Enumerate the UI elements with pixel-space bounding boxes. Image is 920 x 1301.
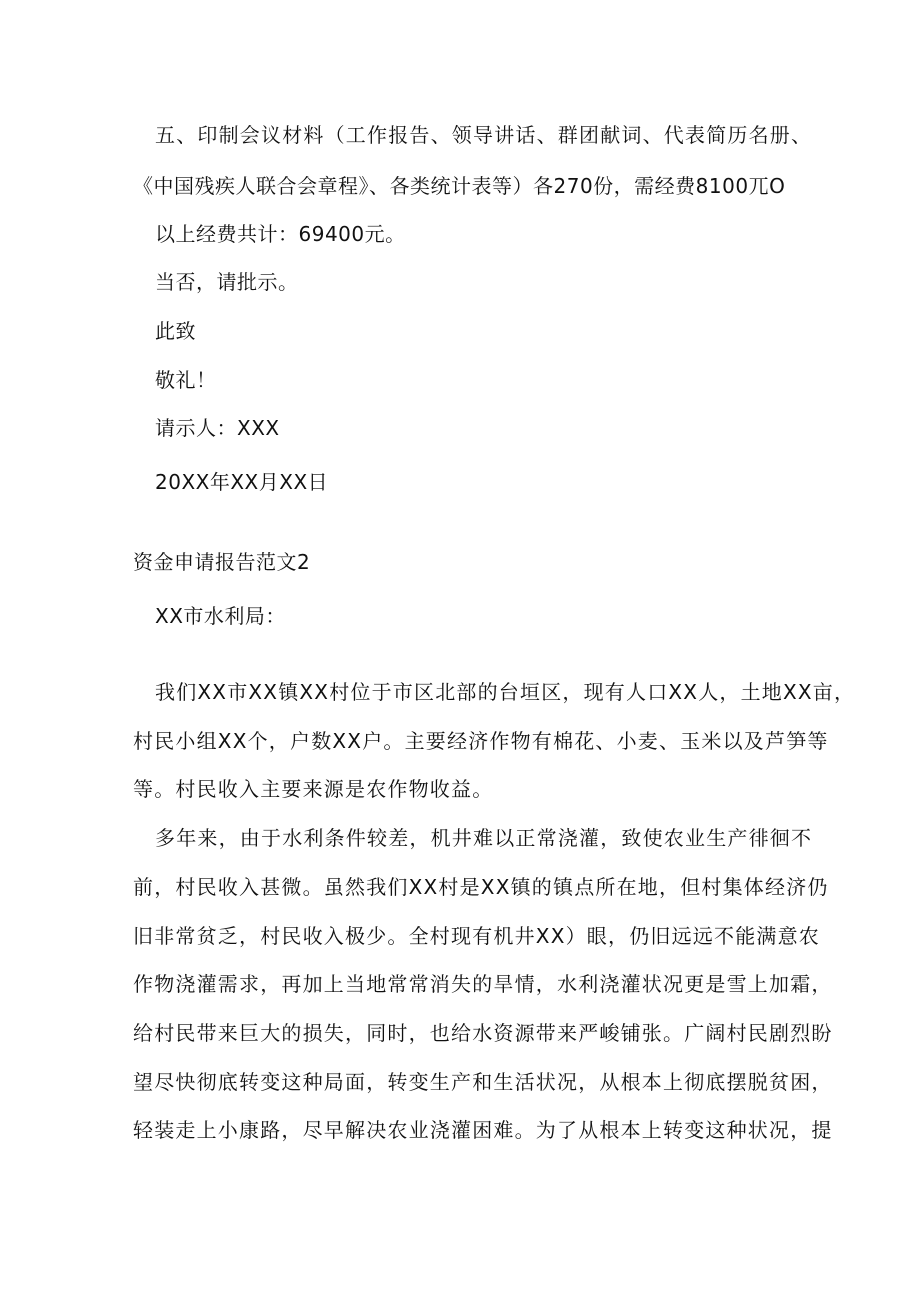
paragraph2-line: 给村民带来巨大的损失，同时，也给水资源带来严峻铺张。广阔村民剧烈盼 <box>133 1021 833 1045</box>
paragraph2-line: 作物浇灌需求，再加上当地常常消失的旱情，水利浇灌状况更是雪上加霜， <box>133 972 833 996</box>
paragraph2-line: 轻装走上小康路，尽早解决农业浇灌困难。为了从根本上转变这种状况，提 <box>133 1118 833 1142</box>
paragraph1-line: 我们XX市XX镇XX村位于市区北部的台垣区，现有人口XX人，土地XX亩， <box>155 680 856 704</box>
paragraph2-line: 望尽快彻底转变这种局面，转变生产和生活状况，从根本上彻底摆脱贫困， <box>133 1070 833 1094</box>
closing-greeting-2: 敬礼！ <box>155 368 217 392</box>
paragraph2-line: 多年来，由于水利条件较差，机井难以正常浇灌，致使农业生产徘徊不 <box>155 826 813 850</box>
paragraph1-line: 村民小组XX个，户数XX户。主要经济作物有棉花、小麦、玉米以及芦笋等 <box>133 729 829 753</box>
paragraph2-line: 前，村民收入甚微。虽然我们XX村是XX镇的镇点所在地，但村集体经济仍 <box>133 875 829 899</box>
item5-line1: 五、印制会议材料（工作报告、领导讲话、群团献词、代表简历名册、 <box>155 123 813 147</box>
date: 20XX年XX月XX日 <box>155 470 329 494</box>
closing-greeting-1: 此致 <box>155 319 196 343</box>
paragraph1-line: 等。村民收入主要来源是农作物收益。 <box>133 777 494 801</box>
paragraph2-line: 旧非常贫乏，村民收入极少。全村现有机井XX）眼，仍旧远远不能满意农 <box>133 924 821 948</box>
approval-request: 当否，请批示。 <box>155 270 299 294</box>
total-cost: 以上经费共计：69400元。 <box>155 222 406 246</box>
addressee: XX市水利局： <box>155 604 286 628</box>
requester: 请示人：XXX <box>155 416 280 440</box>
item5-line2: 《中国残疾人联合会章程》、各类统计表等）各270份，需经费8100兀O <box>133 174 786 198</box>
section-heading: 资金申请报告范文2 <box>133 550 311 574</box>
